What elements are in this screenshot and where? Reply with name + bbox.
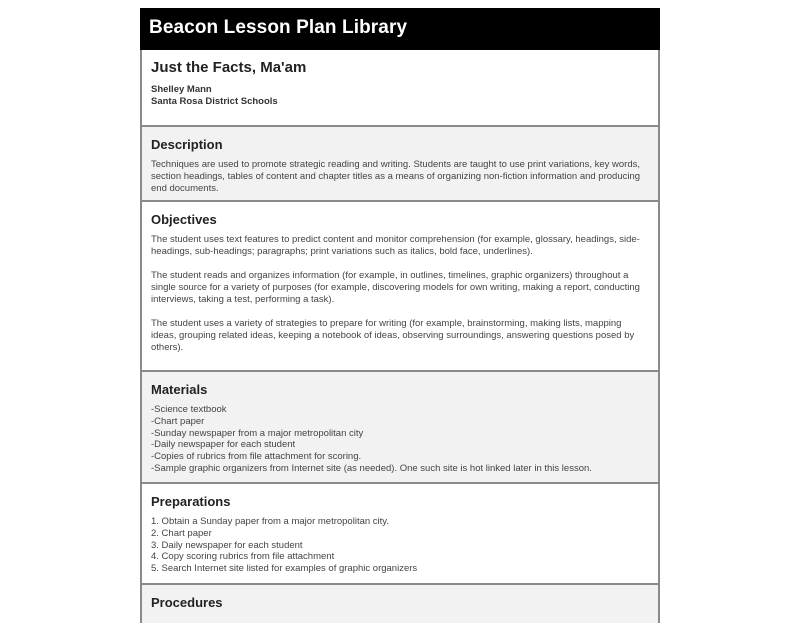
site-title-bar: [140, 8, 660, 50]
lesson-plan-page: [140, 8, 660, 623]
description-section: [142, 125, 658, 200]
lesson-title: Just the Facts, Ma'am: [151, 59, 307, 76]
preparation-item: 5. Search Internet site listed for examples of graphic organizers: [151, 563, 418, 575]
preparations-section: [142, 482, 658, 583]
preparation-item: 2. Chart paper: [151, 527, 212, 539]
author-name: Shelley Mann: [151, 84, 212, 95]
objective-paragraph: The student uses text features to predict content and monitor comprehension (for example, glossary, headings, side-headings, sub-headings; paragraphs; print variations such as italics, bold face, underlines).: [151, 234, 640, 257]
materials-heading: Materials: [151, 382, 208, 397]
material-item: -Daily newspaper for each student: [151, 439, 296, 451]
objective-paragraph: The student uses a variety of strategies to prepare for writing (for example, brainstorming, making lists, mapping ideas, grouping related ideas, keeping a notebook of ideas, observing surroundings, answering questions posed by others).: [151, 318, 635, 353]
material-item: -Copies of rubrics from file attachment for scoring.: [151, 451, 362, 463]
objectives-heading: Objectives: [151, 212, 217, 227]
preparations-heading: Preparations: [151, 494, 231, 509]
material-item: -Science textbook: [151, 404, 227, 415]
preparation-item: 3. Daily newspaper for each student: [151, 539, 303, 551]
objective-paragraph: The student reads and organizes information (for example, in outlines, timelines, graphic organizers) throughout a single source for a variety of purposes (for example, discovering models for own writing, making a report, conducting interviews, taking a test, performing a task).: [151, 270, 640, 305]
procedures-heading: Procedures: [151, 595, 223, 610]
preparation-item: 1. Obtain a Sunday paper from a major metropolitan city.: [151, 516, 389, 527]
description-heading: Description: [151, 137, 223, 152]
material-item: -Chart paper: [151, 415, 205, 427]
lesson-header: [142, 50, 658, 125]
description-text: Techniques are used to promote strategic reading and writing. Students are taught to use print variations, key words, section headings, tables of content and chapter titles as a means of organizing non-fiction information and producing end documents.: [151, 159, 641, 194]
materials-section: [142, 370, 658, 482]
school-district: Santa Rosa District Schools: [151, 96, 278, 107]
objectives-section: [142, 200, 658, 370]
material-item: -Sample graphic organizers from Internet site (as needed). One such site is hot linked later in this lesson.: [151, 462, 592, 474]
site-title: Beacon Lesson Plan Library: [149, 17, 408, 38]
material-item: -Sunday newspaper from a major metropolitan city: [151, 427, 364, 439]
preparation-item: 4. Copy scoring rubrics from file attachment: [151, 551, 335, 563]
procedures-section: [142, 583, 658, 623]
